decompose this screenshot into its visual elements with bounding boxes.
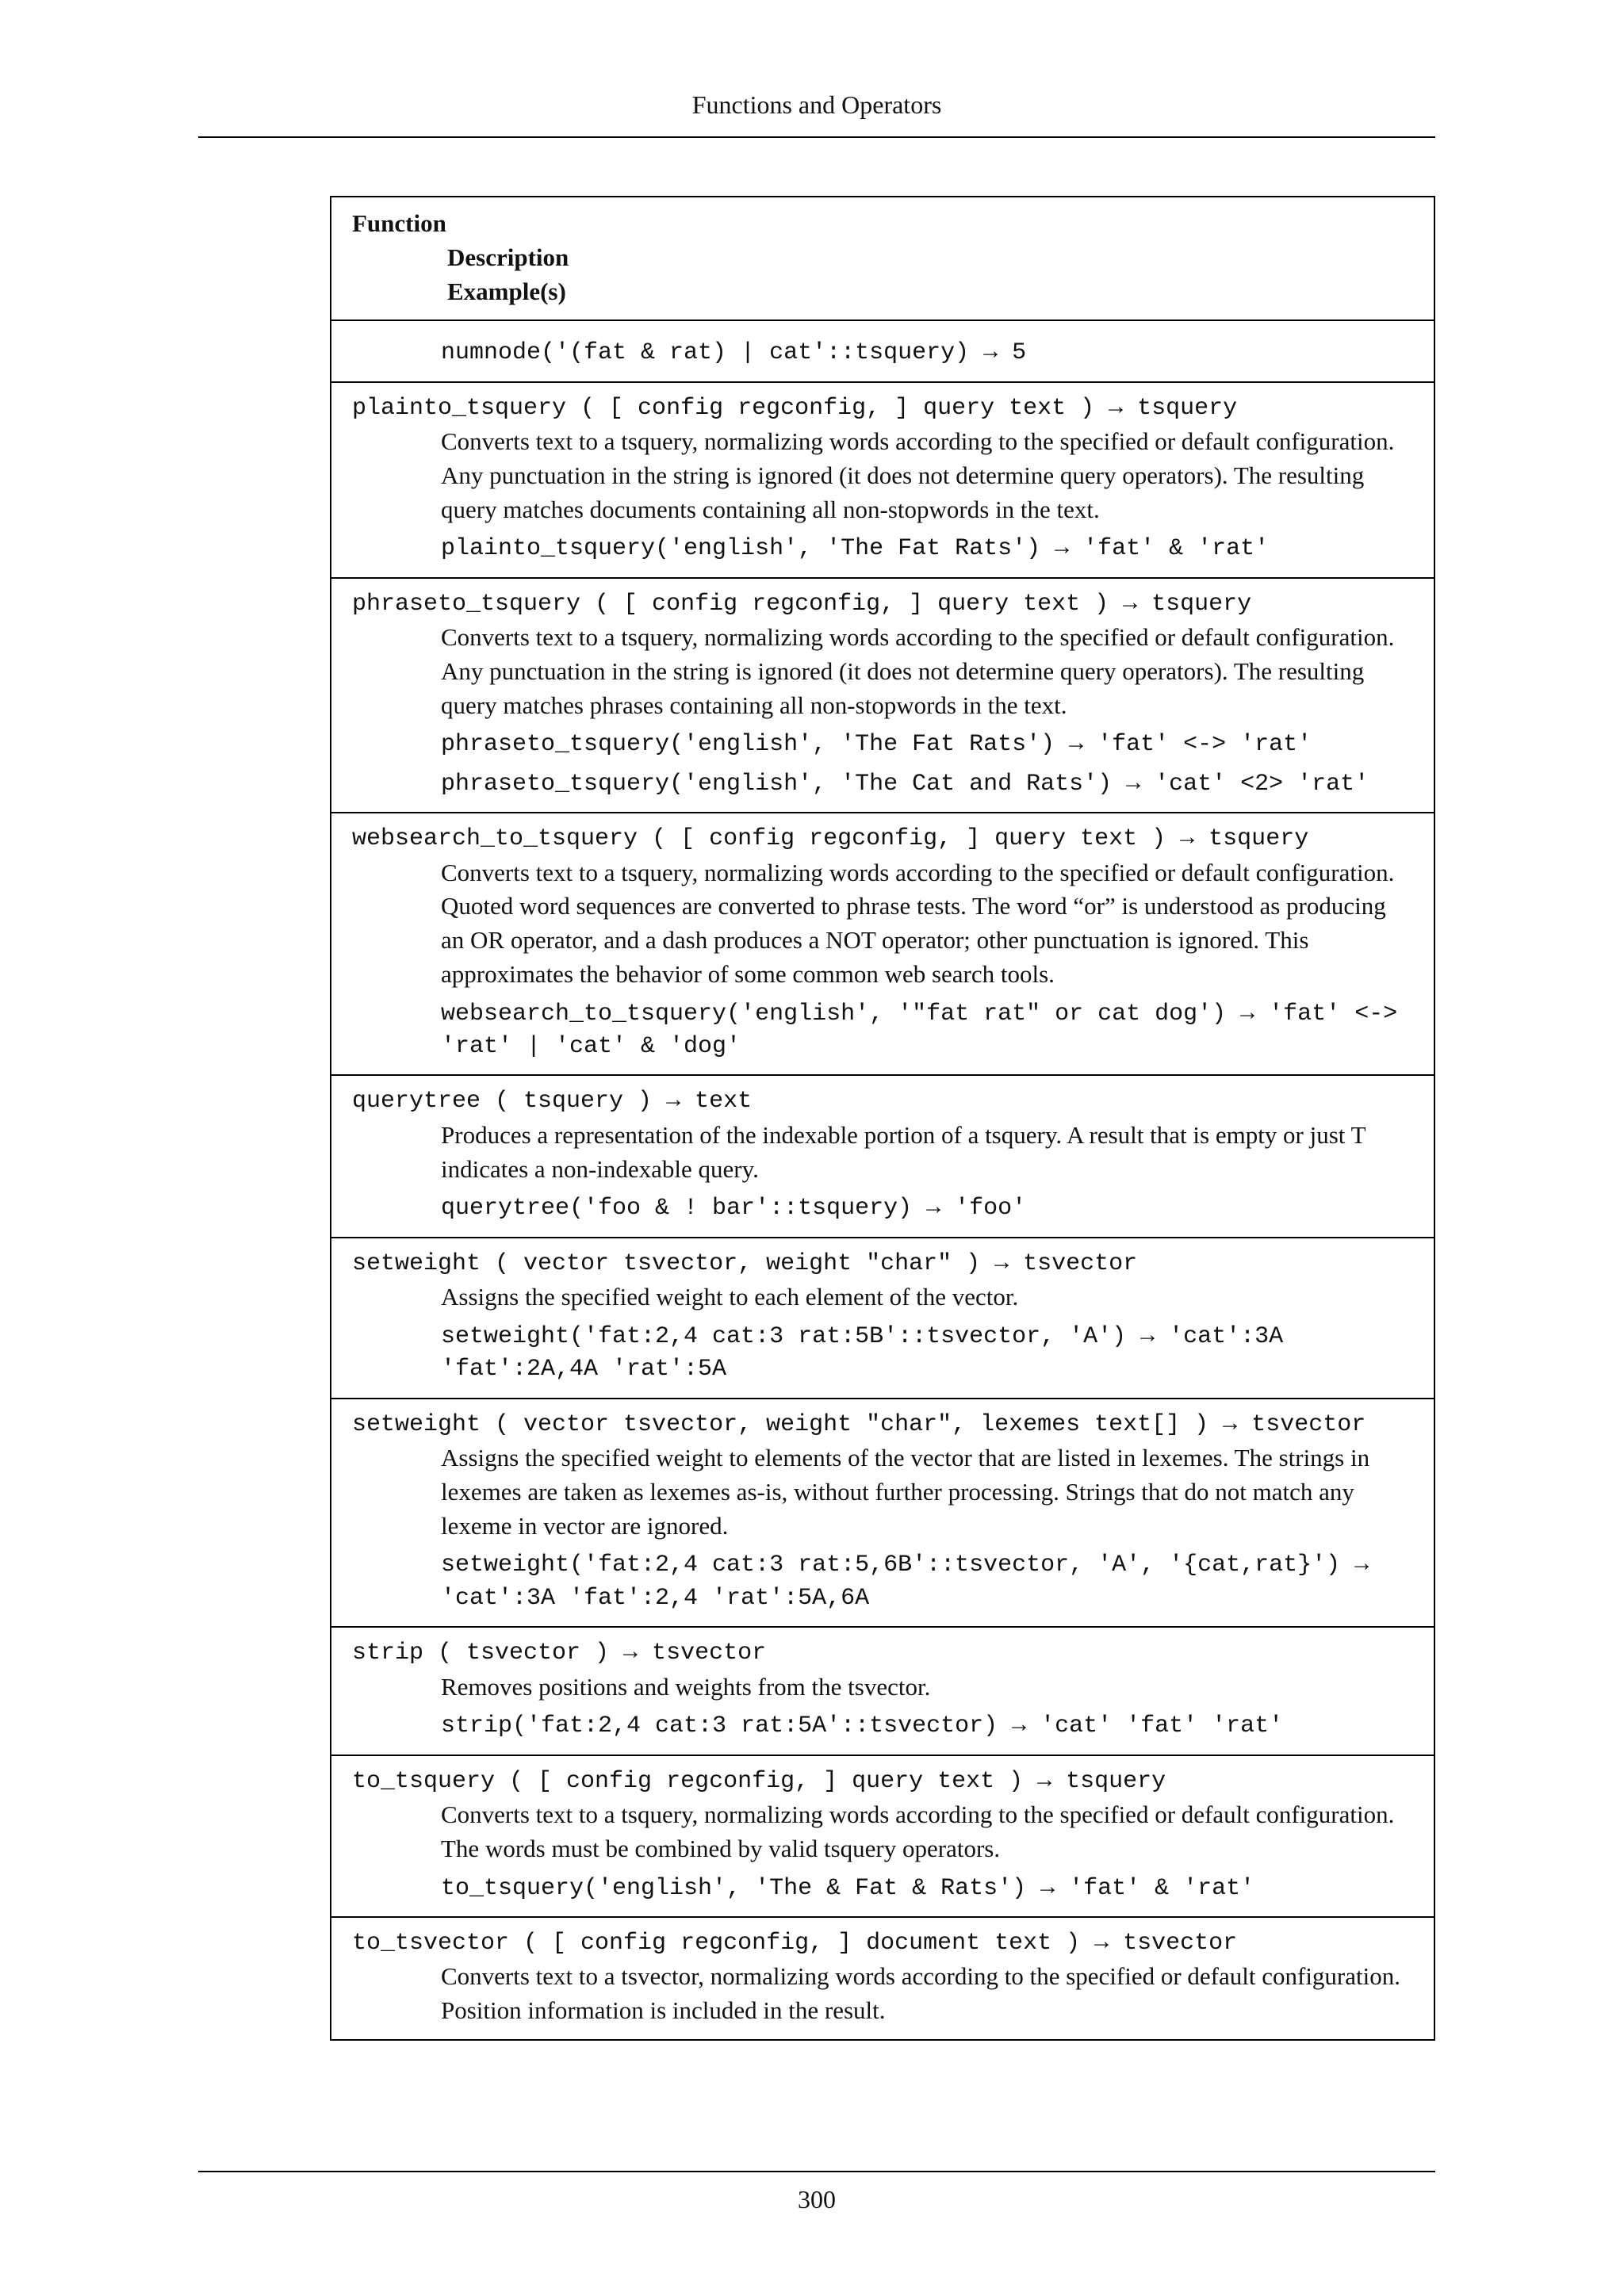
function-example: websearch_to_tsquery('english', '"fat rat" or cat dog') → 'fat' <-> 'rat' | 'cat' & 'dog' — [441, 1000, 1398, 1061]
table-row — [331, 1399, 1434, 1627]
table-row — [331, 320, 1434, 381]
table-row — [331, 1075, 1434, 1237]
function-signature: setweight ( vector tsvector, weight "char", lexemes text[] ) → tsvector — [352, 1410, 1366, 1438]
function-signature: to_tsvector ( [ config regconfig, ] document text ) → tsvector — [352, 1930, 1238, 1957]
page-header: Functions and Operators — [691, 90, 942, 119]
table-row — [331, 382, 1434, 578]
header-description: Description — [447, 243, 569, 271]
function-example: plainto_tsquery('english', 'The Fat Rats') → 'fat' & 'rat' — [441, 535, 1270, 563]
footer-rule — [198, 2171, 1435, 2172]
table-row — [331, 1627, 1434, 1755]
function-table-wrapper — [330, 196, 1435, 2110]
function-example: phraseto_tsquery('english', 'The Cat and Rats') → 'cat' <2> 'rat' — [441, 770, 1369, 798]
function-signature: strip ( tsvector ) → tsvector — [352, 1640, 767, 1667]
function-description: Converts text to a tsvector, normalizing words according to the specified or default configuration. Position information is included in the result. — [441, 1962, 1400, 2025]
function-description: Converts text to a tsquery, normalizing words according to the specified or default configuration. The words must be combined by valid tsquery operators. — [441, 1800, 1395, 1862]
function-signature: phraseto_tsquery ( [ config regconfig, ] query text ) → tsquery — [352, 590, 1252, 618]
function-example: setweight('fat:2,4 cat:3 rat:5,6B'::tsvector, 'A', '{cat,rat}') → 'cat':3A 'fat':2,4 'rat':5A,6A — [441, 1552, 1369, 1612]
table-row — [331, 578, 1434, 813]
header-rule — [198, 136, 1435, 138]
function-example: to_tsquery('english', 'The & Fat & Rats') → 'fat' & 'rat' — [441, 1874, 1255, 1902]
function-signature: to_tsquery ( [ config regconfig, ] query text ) → tsquery — [352, 1767, 1166, 1795]
function-signature: setweight ( vector tsvector, weight "char" ) → tsvector — [352, 1249, 1138, 1277]
table-row — [331, 1917, 1434, 2040]
page-number: 300 — [798, 2185, 836, 2214]
header-examples: Example(s) — [447, 277, 566, 305]
function-example: numnode('(fat & rat) | cat'::tsquery) → 5 — [441, 339, 1027, 367]
table-row — [331, 1238, 1434, 1399]
table-row — [331, 1755, 1434, 1917]
function-table — [330, 196, 1435, 2041]
function-example: querytree('foo & ! bar'::tsquery) → 'foo' — [441, 1195, 1027, 1223]
table-header-row — [331, 197, 1434, 320]
function-example: strip('fat:2,4 cat:3 rat:5A'::tsvector) → 'cat' 'fat' 'rat' — [441, 1712, 1284, 1740]
function-signature: plainto_tsquery ( [ config regconfig, ] query text ) → tsquery — [352, 394, 1238, 422]
function-signature: querytree ( tsquery ) → text — [352, 1088, 753, 1115]
function-signature: websearch_to_tsquery ( [ config regconfig, ] query text ) → tsquery — [352, 825, 1309, 853]
function-description: Assigns the specified weight to each element of the vector. — [441, 1283, 1019, 1311]
function-description: Converts text to a tsquery, normalizing words according to the specified or default configuration. Any punctuation in the string is ignored (it does not determine query operators). The resulting query matches phrases containing all non-stopwords in the text. — [441, 623, 1395, 719]
function-example: phraseto_tsquery('english', 'The Fat Rats') → 'fat' <-> 'rat' — [441, 731, 1312, 759]
table-row — [331, 813, 1434, 1075]
function-description: Assigns the specified weight to elements of the vector that are listed in lexemes. The strings in lexemes are taken as lexemes as-is, without further processing. Strings that do not match any lexeme in vector are ignored. — [441, 1444, 1370, 1540]
function-description: Removes positions and weights from the tsvector. — [441, 1672, 931, 1701]
table-header-cell — [331, 197, 1434, 320]
function-description: Converts text to a tsquery, normalizing words according to the specified or default configuration. Quoted word sequences are converted to phrase tests. The word “or” is understood as producing an OR operator, and a dash produces a NOT operator; other punctuation is ignored. This approximates the behavior of some common web search tools. — [441, 858, 1395, 988]
header-function: Function — [352, 209, 446, 237]
function-example: setweight('fat:2,4 cat:3 rat:5B'::tsvector, 'A') → 'cat':3A 'fat':2A,4A 'rat':5A — [441, 1322, 1284, 1383]
function-description: Converts text to a tsquery, normalizing words according to the specified or default configuration. Any punctuation in the string is ignored (it does not determine query operators). The resulting query matches documents containing all non-stopwords in the text. — [441, 427, 1395, 523]
function-description: Produces a representation of the indexable portion of a tsquery. A result that is empty or just T indicates a non-indexable query. — [441, 1120, 1365, 1183]
